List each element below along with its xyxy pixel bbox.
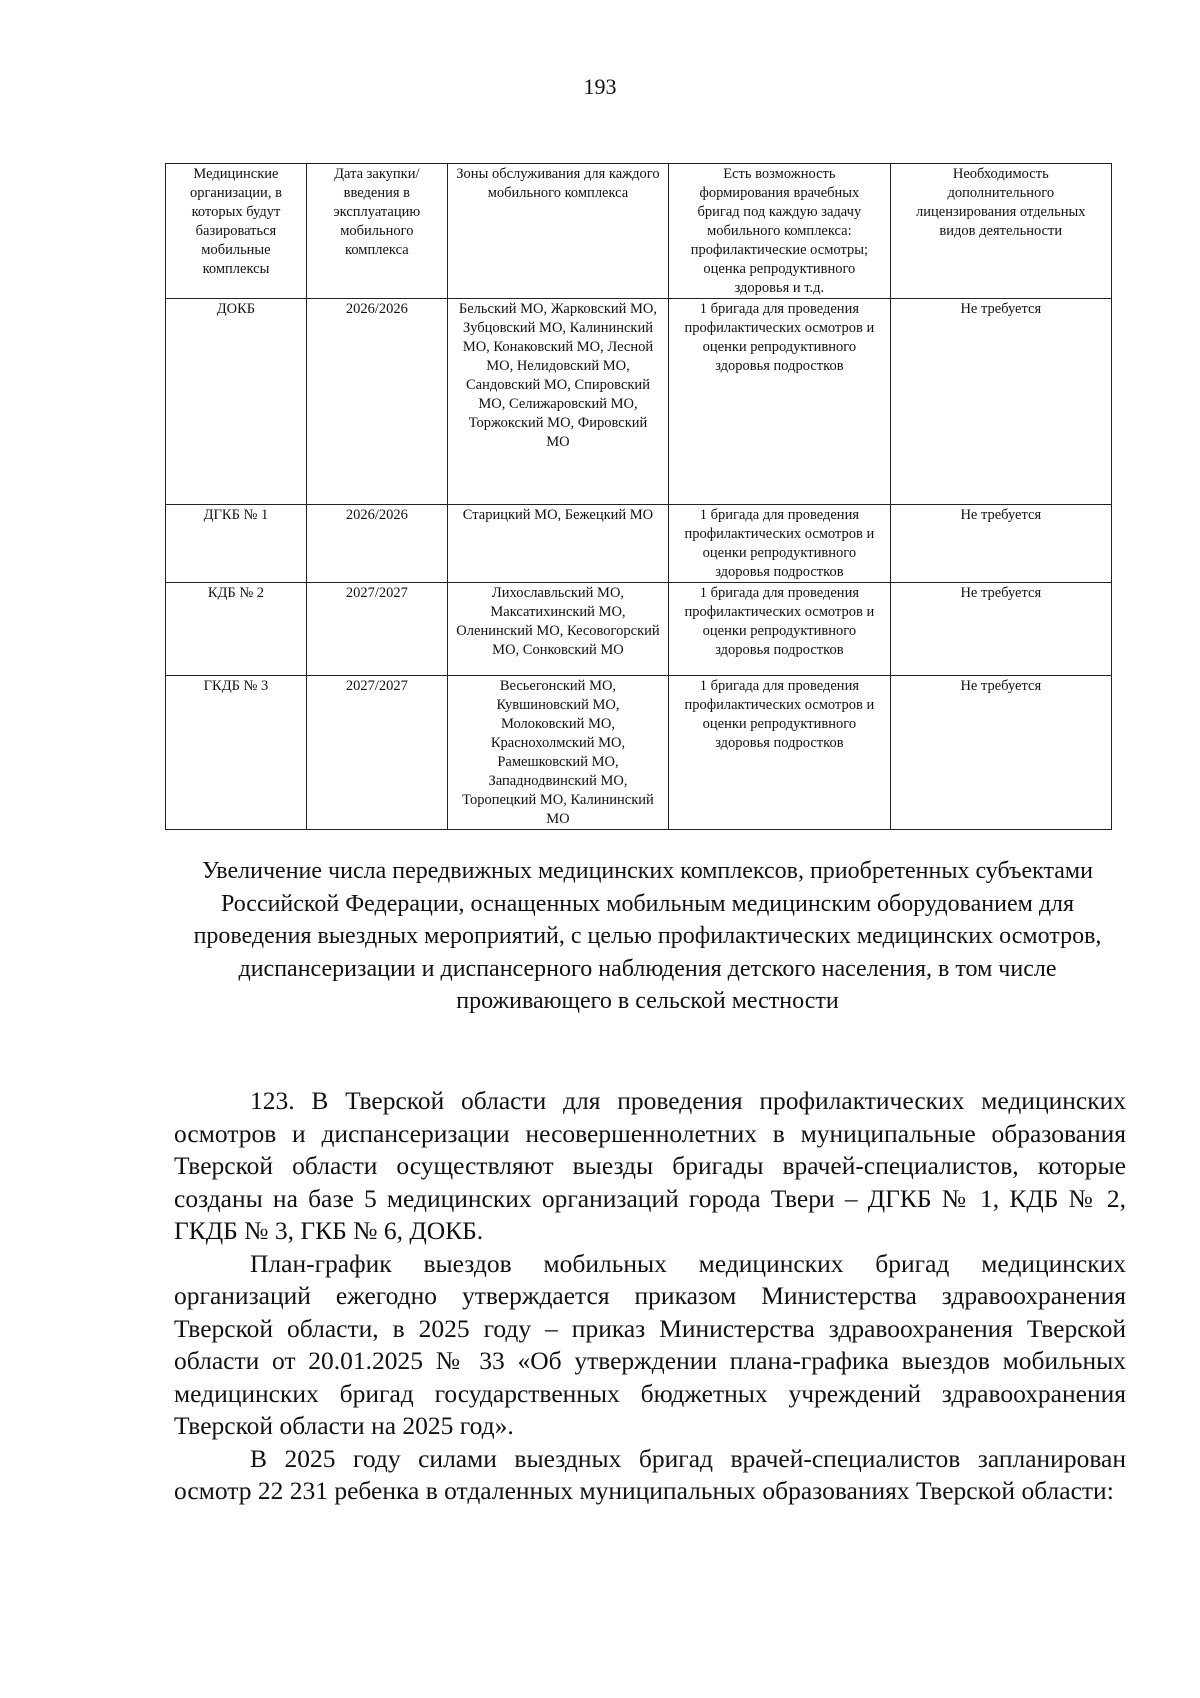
paragraph-123: 123. В Тверской области для проведения профилактических медицинских осмотров и диспансеризации несовершеннолетних в муниципальные образования Тверской области осуществляют выезды бригады врачей-специалистов, которые созданы на базе 5 медицинских организаций города Твери – ДГКБ № 1, КДБ № 2, ГКДБ № 3, ГКБ № 6, ДОКБ. [174,1086,1126,1245]
cell-license: Не требуется [890,505,1111,583]
cell-zones: Лихославльский МО, Максатихинский МО, Оленинский МО, Кесовогорский МО, Сонковский МО [447,583,668,676]
header-brigades-possibility: Есть возможность формирования врачебных бригад под каждую задачу мобильного комплекса: профилактические осмотры; оценка репродуктивного здоровья и т.д. [669,164,890,299]
cell-date: 2027/2027 [306,676,447,830]
table-row [166,505,1112,583]
mobile-complexes-table [165,163,1112,830]
cell-license: Не требуется [890,676,1111,830]
cell-organization: ДГКБ № 1 [166,505,307,583]
cell-date: 2027/2027 [306,583,447,676]
cell-organization: ГКДБ № 3 [166,676,307,830]
page-number: 193 [583,74,617,99]
cell-brigades: 1 бригада для проведения профилактических осмотров и оценки репродуктивного здоровья подростков [669,505,890,583]
header-organizations: Медицинские организации, в которых будут базироваться мобильные комплексы [166,164,307,299]
cell-zones: Старицкий МО, Бежецкий МО [447,505,668,583]
cell-license: Не требуется [890,583,1111,676]
header-purchase-date: Дата закупки/введения в эксплуатацию мобильного комплекса [306,164,447,299]
cell-license: Не требуется [890,299,1111,505]
body-text [174,1085,1126,1508]
table-row [166,299,1112,505]
cell-brigades: 1 бригада для проведения профилактических осмотров и оценки репродуктивного здоровья подростков [669,676,890,830]
header-service-zones: Зоны обслуживания для каждого мобильного комплекса [447,164,668,299]
section-heading: Увеличение числа передвижных медицинских комплексов, приобретенных субъектами Российской Федерации, оснащенных мобильным медицинским оборудованием для проведения выездных мероприятий, с целью профилактических медицинских осмотров, диспансеризации и диспансерного наблюдения детского населения, в том числе проживающего в сельской местности [193,858,1102,1014]
mobile-complexes-table-container [165,163,1112,830]
cell-organization: ДОКБ [166,299,307,505]
table-header-row [166,164,1112,299]
table-row [166,583,1112,676]
cell-organization: КДБ № 2 [166,583,307,676]
cell-zones: Весьегонский МО, Кувшиновский МО, Молоковский МО, Краснохолмский МО, Рамешковский МО, Западнодвинский МО, Торопецкий МО, Калининский МО [447,676,668,830]
paragraph-2025-plan: В 2025 году силами выездных бригад врачей-специалистов запланирован осмотр 22 231 ребенка в отдаленных муниципальных образованиях Тверской области: [174,1443,1126,1505]
paragraph-schedule: План-график выездов мобильных медицинских бригад медицинских организаций ежегодно утверждается приказом Министерства здравоохранения Тверской области, в 2025 году – приказ Министерства здравоохранения Тверской области от 20.01.2025 № 33 «Об утверждении плана-графика выездов мобильных медицинских бригад государственных бюджетных учреждений здравоохранения Тверской области на 2025 год». [174,1248,1126,1440]
cell-date: 2026/2026 [306,505,447,583]
table-row [166,676,1112,830]
cell-brigades: 1 бригада для проведения профилактических осмотров и оценки репродуктивного здоровья подростков [669,583,890,676]
header-licensing-need: Необходимость дополнительного лицензирования отдельных видов деятельности [890,164,1111,299]
cell-date: 2026/2026 [306,299,447,505]
cell-brigades: 1 бригада для проведения профилактических осмотров и оценки репродуктивного здоровья подростков [669,299,890,505]
cell-zones: Бельский МО, Жарковский МО, Зубцовский МО, Калининский МО, Конаковский МО, Лесной МО, Нелидовский МО, Сандовский МО, Спировский МО, Селижаровский МО, Торжокский МО, Фировский МО [447,299,668,505]
